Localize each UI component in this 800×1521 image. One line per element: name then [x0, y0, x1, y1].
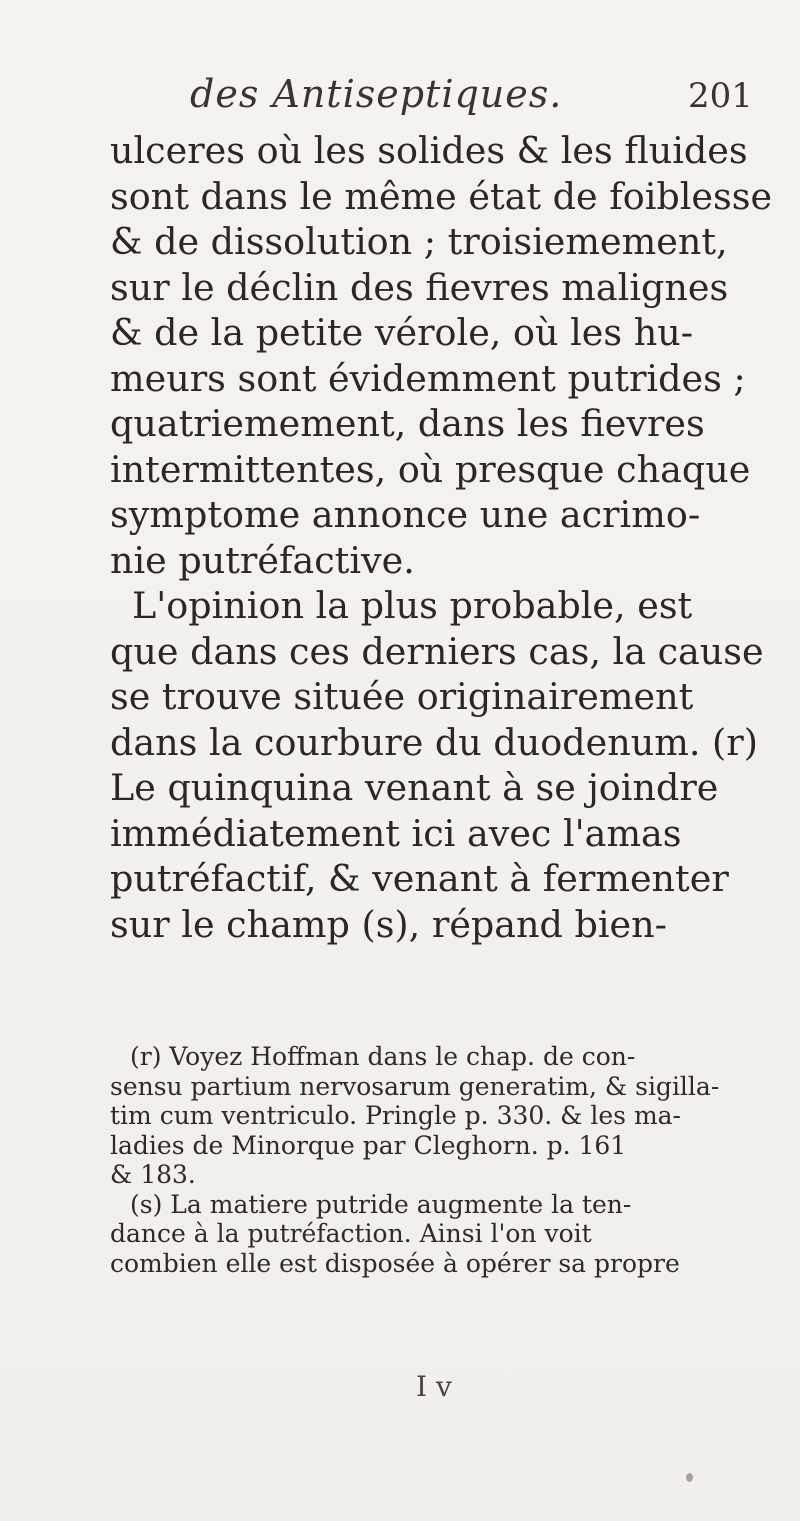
paragraph-start-line: L'opinion la plus probable, est	[132, 584, 693, 627]
footnote-r-line: (r) Voyez Hoffman dans le chap. de con-	[130, 1042, 636, 1071]
footnote-s-line: dance à la putréfaction. Ainsi l'on voit	[110, 1219, 592, 1248]
text-line: intermittentes, où presque chaque	[110, 447, 751, 491]
footnotes	[110, 1042, 760, 1278]
text-line: meurs sont évidemment putrides ;	[110, 356, 746, 400]
text-line: & de dissolution ; troisiemement,	[110, 220, 728, 263]
text-line: se trouve située originairement	[110, 675, 694, 718]
text-line: sur le déclin des fievres malignes	[110, 265, 729, 309]
text-line: sur le champ (s), répand bien-	[110, 902, 667, 946]
ink-spot	[686, 1473, 693, 1482]
footnote-s-line: (s) La matiere putride augmente la ten-	[130, 1189, 632, 1219]
text-line: nie putréfactive.	[110, 538, 415, 582]
text-line: putréfactif, & venant à fermenter	[110, 857, 729, 900]
body-text	[110, 128, 773, 947]
text-line: Le quinquina venant à se joindre	[110, 766, 719, 809]
text-line: sont dans le même état de foiblesse	[110, 174, 773, 218]
running-head	[0, 72, 800, 122]
text-line: quatriemement, dans les fievres	[110, 402, 705, 445]
text-line: dans la courbure du duodenum. (r)	[110, 720, 758, 764]
footnote-r-line: sensu partium nervosarum generatim, & sigilla-	[110, 1071, 720, 1101]
text-line: & de la petite vérole, où les hu-	[110, 311, 694, 354]
running-title: des Antiseptiques.	[190, 72, 563, 116]
text-line: ulceres où les solides & les fluides	[110, 129, 748, 172]
text-line: que dans ces derniers cas, la cause	[110, 629, 764, 673]
page-number: 201	[688, 76, 753, 116]
signature-mark: I v	[416, 1370, 452, 1403]
footnote-r-line: ladies de Minorque par Cleghorn. p. 161	[110, 1130, 627, 1160]
footnote-r-line: & 183.	[110, 1160, 196, 1189]
footnote-r-line: tim cum ventriculo. Pringle p. 330. & les ma-	[110, 1101, 682, 1130]
footnote-s-line: combien elle est disposée à opérer sa propre	[110, 1248, 680, 1278]
text-line: symptome annonce une acrimo-	[110, 493, 701, 536]
text-line: immédiatement ici avec l'amas	[110, 811, 682, 855]
